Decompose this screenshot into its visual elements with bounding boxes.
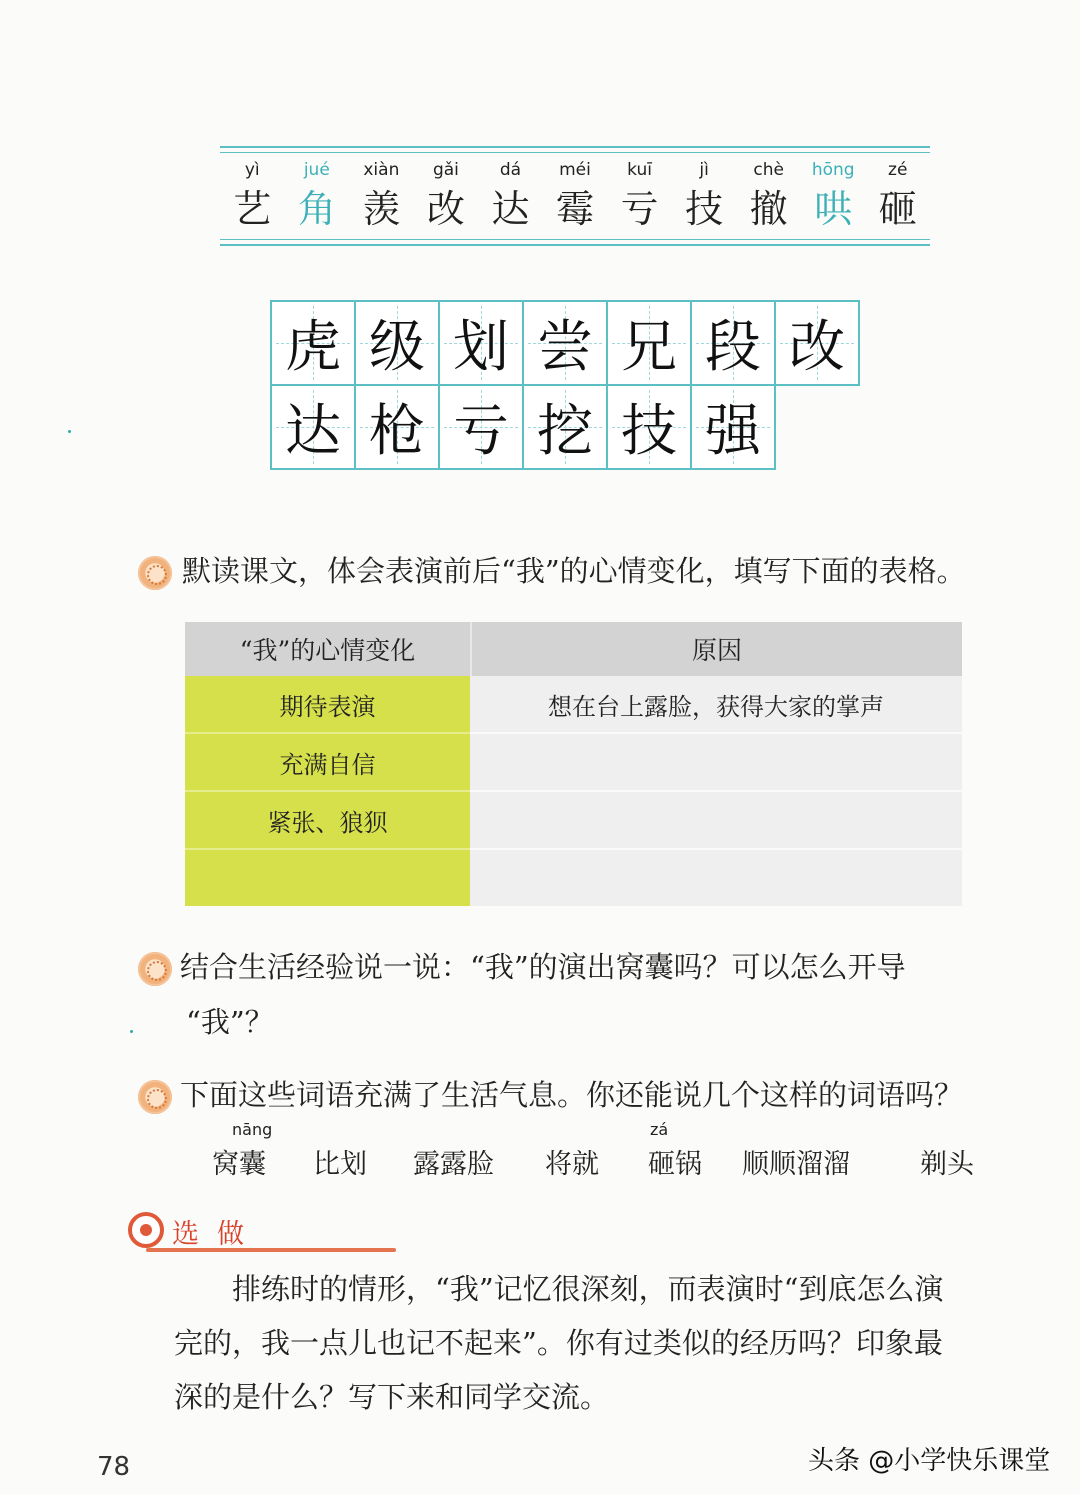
strip-cell: gǎi 改: [426, 160, 465, 231]
watermark: 头条 @小学快乐课堂: [808, 1446, 1051, 1476]
reason-cell: [470, 850, 962, 906]
grid-row-2: [270, 384, 858, 468]
speck: [130, 1030, 133, 1033]
grid-row-1: [270, 300, 858, 384]
word-item: nāng 窝囊: [212, 1120, 273, 1180]
word-item: zá 砸锅: [648, 1120, 702, 1180]
header-reason: 原因: [691, 636, 742, 665]
grid-cell: 亏: [438, 384, 524, 470]
word-item: 顺顺溜溜: [742, 1149, 850, 1180]
page-number: 78: [97, 1452, 131, 1482]
word-item: 比划: [313, 1149, 367, 1180]
reason-cell: [470, 734, 962, 792]
grid-cell: 达: [270, 384, 356, 470]
grid-cell: 强: [690, 384, 776, 470]
speck: [68, 430, 71, 433]
mood-table: [185, 622, 962, 906]
strip-cell: xiàn 羡: [362, 160, 401, 231]
grid-cell: 兄: [606, 300, 692, 386]
grid-cell: 级: [354, 300, 440, 386]
mood-cell: [185, 850, 470, 906]
question-1-text: 默读课文，体会表演前后“我”的心情变化，填写下面的表格。: [182, 554, 966, 588]
optional-task-icon: [128, 1212, 164, 1248]
question-2-line-2: “我”？: [186, 1005, 274, 1039]
word-item: 将就: [545, 1149, 599, 1180]
question-bullet-icon: [138, 556, 172, 590]
word-item: 剃头: [920, 1149, 974, 1180]
question-3-text: 下面这些词语充满了生活气息。你还能说几个这样的词语吗？: [180, 1078, 964, 1112]
reason-column: [470, 676, 962, 906]
strip-cell: chè 撤: [749, 160, 788, 231]
grid-cell: 技: [606, 384, 692, 470]
word-ruby: nāng: [232, 1120, 273, 1139]
grid-cell: 枪: [354, 384, 440, 470]
strip-cell: kuī 亏: [620, 160, 659, 231]
grid-cell: 挖: [522, 384, 608, 470]
mood-cell: 紧张、狼狈: [185, 792, 470, 850]
strip-cell: dá 达: [491, 160, 530, 231]
strip-cell: zé 砸: [878, 160, 917, 231]
word-list: [0, 1120, 1080, 1184]
mood-cell: 充满自信: [185, 734, 470, 792]
table-header: [185, 622, 962, 676]
strip-cell: méi 霉: [556, 160, 595, 231]
grid-cell: 段: [690, 300, 776, 386]
strip-cell: jì 技: [685, 160, 724, 231]
question-bullet-icon: [138, 1080, 172, 1114]
reason-cell: [470, 792, 962, 850]
grid-cell: 改: [774, 300, 860, 386]
grid-cell: 虎: [270, 300, 356, 386]
mood-column: [185, 676, 470, 906]
optional-task-badge: [128, 1210, 268, 1252]
grid-cell: 划: [438, 300, 524, 386]
strip-cell: hōng 哄: [811, 160, 855, 231]
mood-cell: 期待表演: [185, 676, 470, 734]
header-mood: “我”的心情变化: [185, 622, 472, 676]
reason-cell: 想在台上露脸，获得大家的掌声: [470, 676, 962, 734]
strip-cell: yì 艺: [233, 160, 272, 231]
question-bullet-icon: [138, 952, 172, 986]
writing-grid: [270, 300, 858, 468]
optional-task-paragraph: 排练时的情形，“我”记忆很深刻，而表演时“到底怎么演 完的，我一点儿也记不起来”。你有过类似的经历吗？印象最 深的是什么？写下来和同学交流。: [174, 1272, 944, 1414]
question-2-line-1: 结合生活经验说一说：“我”的演出窝囊吗？可以怎么开导: [180, 950, 906, 984]
grid-cell: 尝: [522, 300, 608, 386]
word-ruby: zá: [650, 1120, 669, 1139]
optional-task-label: 选做: [172, 1219, 262, 1250]
word-item: 露露脸: [413, 1149, 494, 1180]
pinyin-character-strip: [220, 146, 930, 246]
strip-cell: jué 角: [297, 160, 336, 231]
